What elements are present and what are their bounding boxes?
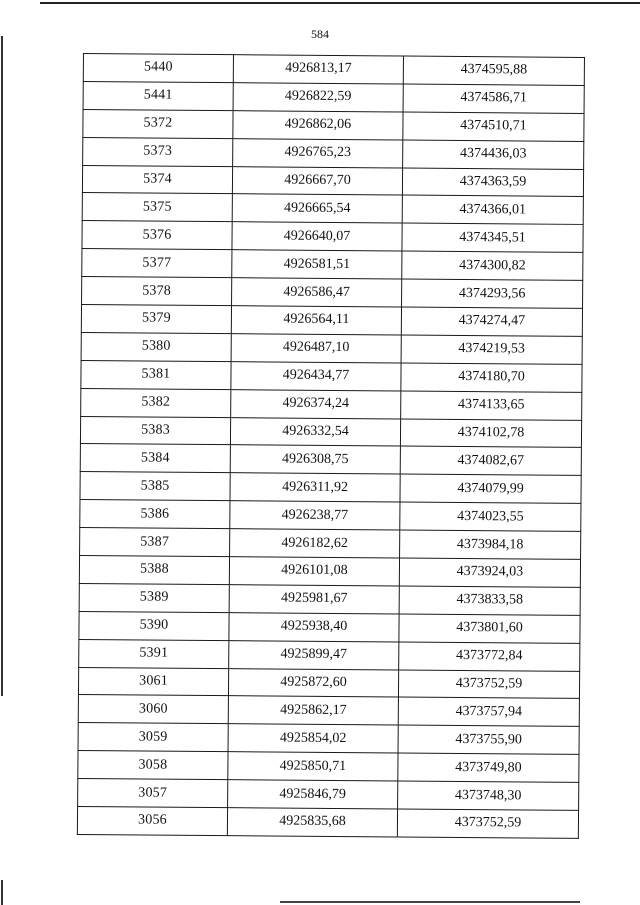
point-number-cell: 5372 — [83, 109, 233, 138]
point-number-cell: 5391 — [79, 639, 229, 668]
x-coordinate-cell: 4925938,40 — [229, 612, 399, 641]
table-row — [79, 556, 580, 588]
coordinates-table-container — [77, 53, 584, 839]
table-row — [78, 779, 579, 811]
x-coordinate-cell: 4925981,67 — [229, 585, 399, 614]
point-number-cell: 3060 — [78, 695, 228, 724]
y-coordinate-cell: 4374079,99 — [400, 474, 581, 503]
table-row — [79, 583, 580, 615]
x-coordinate-cell: 4926238,77 — [230, 501, 400, 530]
y-coordinate-cell: 4373984,18 — [400, 530, 581, 559]
y-coordinate-cell: 4374219,53 — [401, 335, 582, 364]
x-coordinate-cell: 4926586,47 — [232, 278, 402, 307]
x-coordinate-cell: 4926311,92 — [230, 473, 400, 502]
y-coordinate-cell: 4374510,71 — [403, 112, 584, 141]
x-coordinate-cell: 4926332,54 — [230, 417, 400, 446]
y-coordinate-cell: 4374023,55 — [400, 502, 581, 531]
table-row — [82, 221, 583, 253]
y-coordinate-cell: 4373748,30 — [398, 781, 579, 810]
y-coordinate-cell: 4374180,70 — [401, 363, 582, 392]
x-coordinate-cell: 4925862,17 — [228, 696, 398, 725]
x-coordinate-cell: 4926581,51 — [232, 250, 402, 279]
table-row — [81, 305, 582, 337]
y-coordinate-cell: 4373755,90 — [398, 725, 579, 754]
table-row — [78, 723, 579, 755]
scan-edge-top — [40, 2, 640, 4]
point-number-cell: 5384 — [80, 444, 230, 473]
y-coordinate-cell: 4373752,59 — [398, 670, 579, 699]
y-coordinate-cell: 4373752,59 — [397, 809, 578, 838]
point-number-cell: 5388 — [79, 556, 229, 585]
point-number-cell: 5385 — [80, 472, 230, 501]
table-row — [80, 500, 581, 532]
coordinates-table-body — [77, 54, 584, 839]
point-number-cell: 5441 — [83, 81, 233, 110]
y-coordinate-cell: 4374595,88 — [403, 56, 584, 85]
x-coordinate-cell: 4926822,59 — [233, 83, 403, 112]
y-coordinate-cell: 4374436,03 — [403, 140, 584, 169]
x-coordinate-cell: 4926564,11 — [231, 306, 401, 335]
point-number-cell: 5390 — [79, 611, 229, 640]
y-coordinate-cell: 4374102,78 — [400, 419, 581, 448]
x-coordinate-cell: 4925846,79 — [228, 780, 398, 809]
x-coordinate-cell: 4925899,47 — [229, 640, 399, 669]
point-number-cell: 5383 — [80, 416, 230, 445]
y-coordinate-cell: 4373749,80 — [398, 753, 579, 782]
y-coordinate-cell: 4374363,59 — [402, 168, 583, 197]
scan-edge-left — [1, 36, 3, 696]
point-number-cell: 5380 — [81, 332, 231, 361]
x-coordinate-cell: 4926101,08 — [229, 557, 399, 586]
y-coordinate-cell: 4374345,51 — [402, 223, 583, 252]
table-row — [83, 137, 584, 169]
table-row — [80, 472, 581, 504]
table-row — [83, 54, 584, 86]
coordinates-table — [77, 53, 585, 839]
point-number-cell: 5379 — [81, 305, 231, 334]
table-row — [79, 611, 580, 643]
y-coordinate-cell: 4373801,60 — [399, 614, 580, 643]
x-coordinate-cell: 4925854,02 — [228, 724, 398, 753]
y-coordinate-cell: 4374274,47 — [401, 307, 582, 336]
table-row — [80, 444, 581, 476]
y-coordinate-cell: 4374300,82 — [402, 251, 583, 280]
y-coordinate-cell: 4374133,65 — [401, 391, 582, 420]
table-row — [82, 249, 583, 281]
table-row — [82, 277, 583, 309]
table-row — [81, 332, 582, 364]
table-row — [82, 165, 583, 197]
y-coordinate-cell: 4373772,84 — [399, 642, 580, 671]
x-coordinate-cell: 4926308,75 — [230, 445, 400, 474]
y-coordinate-cell: 4374586,71 — [403, 84, 584, 113]
x-coordinate-cell: 4926434,77 — [231, 361, 401, 390]
page-number: 584 — [311, 27, 329, 41]
point-number-cell: 5373 — [83, 137, 233, 166]
point-number-cell: 5381 — [81, 360, 231, 389]
table-row — [79, 639, 580, 671]
x-coordinate-cell: 4926374,24 — [231, 389, 401, 418]
scan-edge-left-bottom — [1, 880, 3, 905]
table-row — [81, 360, 582, 392]
table-row — [78, 667, 579, 699]
point-number-cell: 5378 — [82, 277, 232, 306]
point-number-cell: 5389 — [79, 583, 229, 612]
table-row — [77, 807, 578, 839]
y-coordinate-cell: 4373757,94 — [398, 697, 579, 726]
point-number-cell: 3056 — [77, 807, 227, 836]
point-number-cell: 5440 — [83, 54, 233, 83]
x-coordinate-cell: 4926640,07 — [232, 222, 402, 251]
table-row — [78, 751, 579, 783]
x-coordinate-cell: 4926813,17 — [233, 55, 403, 84]
x-coordinate-cell: 4925872,60 — [228, 668, 398, 697]
table-row — [83, 81, 584, 113]
point-number-cell: 3058 — [78, 751, 228, 780]
x-coordinate-cell: 4926765,23 — [233, 138, 403, 167]
y-coordinate-cell: 4373833,58 — [399, 586, 580, 615]
x-coordinate-cell: 4926182,62 — [230, 529, 400, 558]
y-coordinate-cell: 4374082,67 — [400, 446, 581, 475]
point-number-cell: 5386 — [80, 500, 230, 529]
table-row — [83, 109, 584, 141]
point-number-cell: 3061 — [78, 667, 228, 696]
table-row — [82, 193, 583, 225]
table-row — [80, 528, 581, 560]
table-row — [80, 416, 581, 448]
y-coordinate-cell: 4374293,56 — [402, 279, 583, 308]
point-number-cell: 5374 — [82, 165, 232, 194]
x-coordinate-cell: 4926667,70 — [232, 166, 402, 195]
x-coordinate-cell: 4926487,10 — [231, 334, 401, 363]
x-coordinate-cell: 4925835,68 — [227, 808, 397, 837]
point-number-cell: 5375 — [82, 193, 232, 222]
point-number-cell: 5376 — [82, 221, 232, 250]
table-row — [81, 388, 582, 420]
point-number-cell: 3057 — [78, 779, 228, 808]
point-number-cell: 3059 — [78, 723, 228, 752]
point-number-cell: 5382 — [81, 388, 231, 417]
point-number-cell: 5387 — [80, 528, 230, 557]
x-coordinate-cell: 4925850,71 — [228, 752, 398, 781]
scan-edge-bottom — [280, 901, 580, 903]
x-coordinate-cell: 4926665,54 — [232, 194, 402, 223]
table-row — [78, 695, 579, 727]
point-number-cell: 5377 — [82, 249, 232, 278]
y-coordinate-cell: 4374366,01 — [402, 195, 583, 224]
x-coordinate-cell: 4926862,06 — [233, 110, 403, 139]
y-coordinate-cell: 4373924,03 — [399, 558, 580, 587]
